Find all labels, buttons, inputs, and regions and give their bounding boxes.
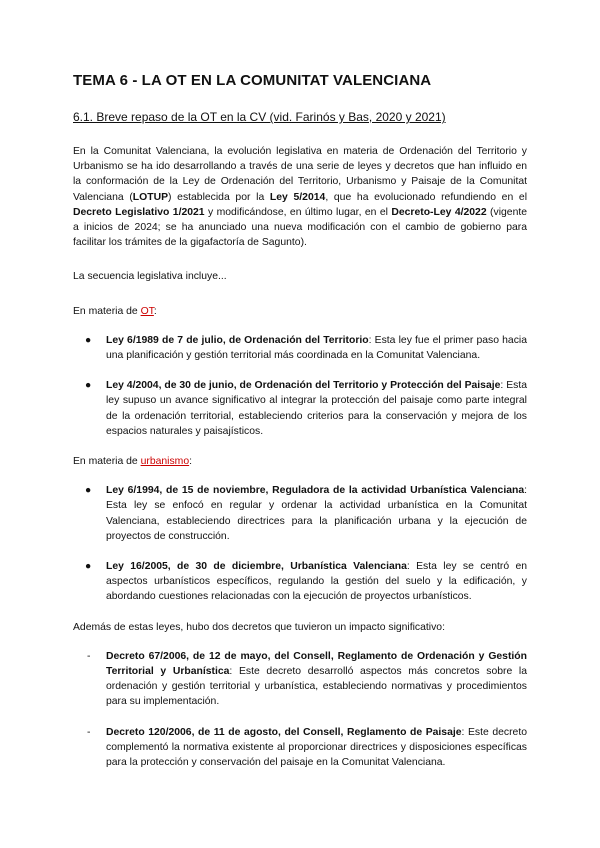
urbanismo-list: [73, 483, 527, 604]
sequence-line: La secuencia legislativa incluye...: [73, 271, 227, 283]
list-item: ● Ley 16/2005, de 30 de diciembre, Urbanística Valenciana: Esta ley se centró en aspectos urbanísticos específicos, regulando la gestión del suelo y la edificación, y abordando cuestiones relacionadas con la ejecución de proyectos urbanísticos.: [85, 561, 528, 603]
dash-icon: -: [87, 650, 91, 662]
urbanismo-link[interactable]: urbanismo: [140, 456, 190, 468]
bullet-icon: ●: [85, 485, 92, 497]
bullet-icon: ●: [85, 561, 92, 573]
list-item: - Decreto 120/2006, de 11 de agosto, del Consell, Reglamento de Paisaje: Este decreto complementó la normativa existente al proporcionar directrices y disposiciones específicas para la protección y conservación del paisaje en la Comunitat Valenciana.: [87, 726, 527, 769]
list-item: ● Ley 6/1994, de 15 de noviembre, Reguladora de la actividad Urbanística Valenciana: Esta ley se enfocó en regular y ordenar la actividad urbanística en la Comunitat Valenciana, estableciendo directrices para la planificación urbana y la ejecución de proyectos de construcción.: [85, 485, 527, 542]
section-subtitle: 6.1. Breve repaso de la OT en la CV (vid. Farinós y Bas, 2020 y 2021): [73, 110, 446, 124]
bullet-icon: ●: [85, 334, 92, 346]
page-title: TEMA 6 - LA OT EN LA COMUNITAT VALENCIANA: [73, 72, 432, 89]
dash-icon: -: [87, 726, 91, 738]
list-item: ● Ley 4/2004, de 30 de junio, de Ordenación del Territorio y Protección del Paisaje: Esta ley supuso un avance significativo al integrar la protección del paisaje como parte integral de la ordenación territorial, estableciendo criterios para la conservación y mejora de los espacios naturales y paisajísticos.: [85, 380, 527, 437]
list-item: - Decreto 67/2006, de 12 de mayo, del Consell, Reglamento de Ordenación y Gestión Territorial y Urbanística: Este decreto desarrolló aspectos más concretos sobre la ordenación y gestión territorial y urbanística, estableciendo normativas y procedimientos para su implementación.: [87, 650, 527, 708]
decretos-list: [73, 649, 527, 770]
list-item: ● Ley 6/1989 de 7 de julio, de Ordenación del Territorio: Esta ley fue el primer paso hacia una planificación y gestión territorial más coordinada en la Comunitat Valenciana.: [85, 334, 527, 362]
intro-paragraph: En la Comunitat Valenciana, la evolución legislativa en materia de Ordenación del Territorio y Urbanismo se ha ido desarrollando a través de una serie de leyes y decretos que han influido en la conformación de la Ley de Ordenación del Territorio, Urbanismo y Paisaje de la Comunitat Valenciana (LOTUP) establecida por la Ley 5/2014, que ha evolucionado refundiendo en el Decreto Legislativo 1/2021 y modificándose, en último lugar, en el Decreto-Ley 4/2022 (vigente a inicios de 2024; se ha anunciado una nueva modificación con el cambio de gobierno para facilitar los trámites de la gigafactoría de Sagunto).: [73, 146, 528, 249]
ot-link[interactable]: OT: [140, 305, 154, 317]
ot-heading: En materia de OT:: [73, 305, 157, 317]
ot-list: [73, 333, 527, 439]
urbanismo-heading: En materia de urbanismo:: [73, 456, 192, 468]
decretos-intro: Además de estas leyes, hubo dos decretos que tuvieron un impacto significativo:: [73, 621, 445, 633]
bullet-icon: ●: [85, 380, 92, 392]
